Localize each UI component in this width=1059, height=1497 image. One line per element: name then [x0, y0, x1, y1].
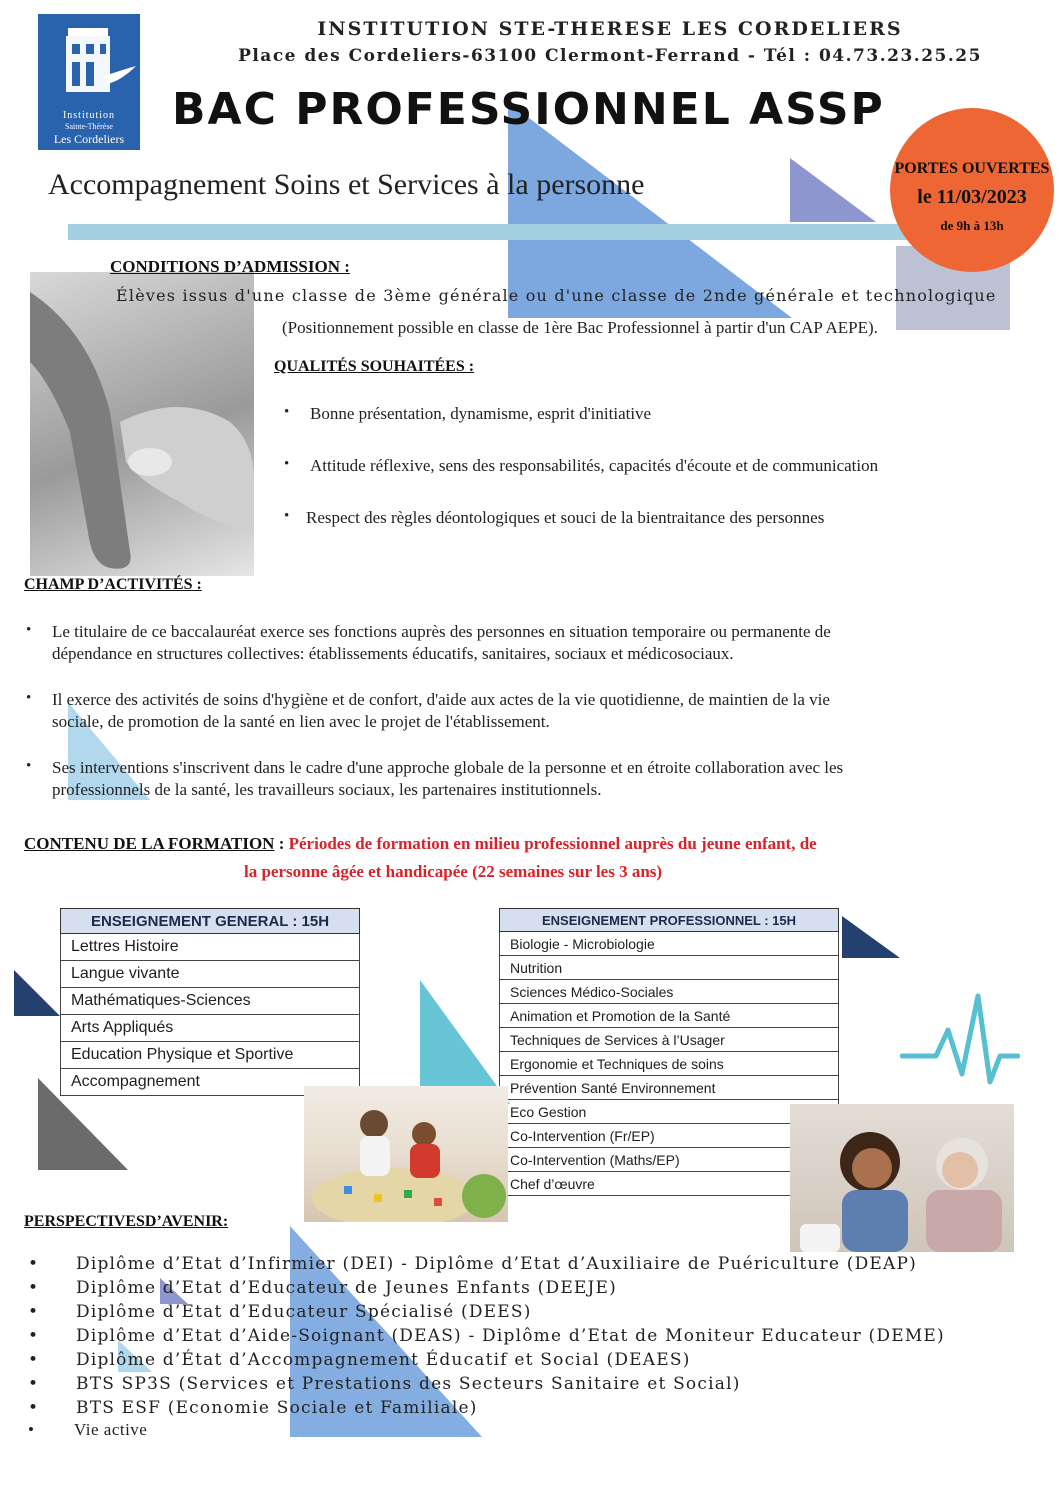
- open-day-badge: [890, 108, 1054, 272]
- bullet-icon: •: [28, 1398, 40, 1418]
- training-heading: CONTENU DE LA FORMATION: [24, 834, 275, 853]
- bullet-icon: •: [28, 1278, 40, 1298]
- logo-line-3: Les Cordeliers: [53, 132, 125, 146]
- bullet-icon: •: [28, 1326, 40, 1346]
- bullet-icon: •: [284, 508, 290, 524]
- admission-line-2: (Positionnement possible en classe de 1ère Bac Professionnel à partir d'un CAP AEPE).: [282, 318, 878, 337]
- bullet-icon: •: [26, 622, 32, 638]
- table-row: Co-Intervention (Fr/EP): [500, 1124, 839, 1148]
- table-row: Nutrition: [500, 956, 839, 980]
- activities-heading: CHAMP D’ACTIVITÉS :: [24, 576, 202, 593]
- hands-illustration: [30, 272, 254, 576]
- bullet-icon: •: [28, 1420, 35, 1439]
- table-row: Animation et Promotion de la Santé: [500, 1004, 839, 1028]
- institution-logo: [38, 14, 140, 150]
- open-day-hours: de 9h à 13h: [940, 218, 1004, 233]
- institution-address: Place des Cordeliers-63100 Clermont-Ferrand - Tél : 04.73.23.25.25: [238, 46, 982, 66]
- heartbeat-icon: [900, 990, 1020, 1090]
- table-row: Co-Intervention (Maths/EP): [500, 1148, 839, 1172]
- page-subtitle: Accompagnement Soins et Services à la personne: [48, 168, 645, 201]
- logo-line-2: Sainte-Thérèse: [65, 122, 113, 131]
- training-line-1: [24, 834, 817, 854]
- elderly-care-illustration: [790, 1104, 1014, 1252]
- bullet-icon: •: [28, 1254, 40, 1274]
- table-header-row: [61, 909, 360, 934]
- table-row: Ergonomie et Techniques de soins: [500, 1052, 839, 1076]
- table-header-row: [500, 909, 839, 932]
- elderly-care-photo: [790, 1104, 1014, 1252]
- institution-name: INSTITUTION STE-THERESE LES CORDELIERS: [317, 18, 903, 40]
- hands-photo: [30, 272, 254, 576]
- general-teaching-table: [60, 908, 360, 1096]
- childcare-photo: [304, 1086, 508, 1222]
- table-row: Arts Appliqués: [61, 1015, 360, 1042]
- table-row: Eco Gestion: [500, 1100, 839, 1124]
- table-header: ENSEIGNEMENT PROFESSIONNEL : 15H: [500, 909, 839, 932]
- building-icon: [38, 14, 140, 110]
- bullet-icon: •: [28, 1350, 40, 1370]
- page-title: BAC PROFESSIONNEL ASSP: [172, 84, 885, 135]
- professional-teaching-table: [499, 908, 839, 1196]
- lavender-triangle: [790, 158, 876, 222]
- table-row: Lettres Histoire: [61, 934, 360, 961]
- training-text-1: Périodes de formation en milieu professionnel auprès du jeune enfant, de: [288, 834, 817, 853]
- admission-heading: CONDITIONS D’ADMISSION :: [110, 257, 350, 276]
- table-row: Accompagnement: [61, 1069, 360, 1096]
- bullet-icon: •: [284, 404, 290, 420]
- bullet-icon: •: [26, 690, 32, 706]
- header-divider-bar: [68, 224, 908, 240]
- navy-triangle-left: [14, 970, 60, 1016]
- table-row: Chef d’œuvre: [500, 1172, 839, 1196]
- table-row: Mathématiques-Sciences: [61, 988, 360, 1015]
- table-row: Prévention Santé Environnement: [500, 1076, 839, 1100]
- open-day-date: le 11/03/2023: [917, 186, 1027, 208]
- open-day-label: PORTES OUVERTES: [894, 160, 1050, 177]
- table-row: Education Physique et Sportive: [61, 1042, 360, 1069]
- bullet-icon: •: [26, 758, 32, 774]
- training-text-2: la personne âgée et handicapée (22 semaines sur les 3 ans): [244, 862, 663, 881]
- training-sep: :: [274, 834, 289, 853]
- childcare-illustration: [304, 1086, 508, 1222]
- bullet-icon: •: [28, 1302, 40, 1322]
- table-header: ENSEIGNEMENT GENERAL : 15H: [61, 909, 360, 934]
- admission-line-1: Élèves issus d'une classe de 3ème générale ou d'une classe de 2nde générale et technologique: [116, 286, 997, 305]
- perspectives-heading: PERSPECTIVESD’AVENIR:: [24, 1213, 229, 1230]
- table-row: Langue vivante: [61, 961, 360, 988]
- table-row: Techniques de Services à l’Usager: [500, 1028, 839, 1052]
- table-row: Sciences Médico-Sociales: [500, 980, 839, 1004]
- table-row: Biologie - Microbiologie: [500, 932, 839, 956]
- bullet-icon: •: [28, 1374, 40, 1394]
- logo-line-1: Institution: [62, 110, 116, 121]
- navy-triangle-right: [842, 916, 900, 958]
- bullet-icon: •: [284, 456, 290, 472]
- qualities-heading: QUALITÉS SOUHAITÉES :: [274, 358, 475, 375]
